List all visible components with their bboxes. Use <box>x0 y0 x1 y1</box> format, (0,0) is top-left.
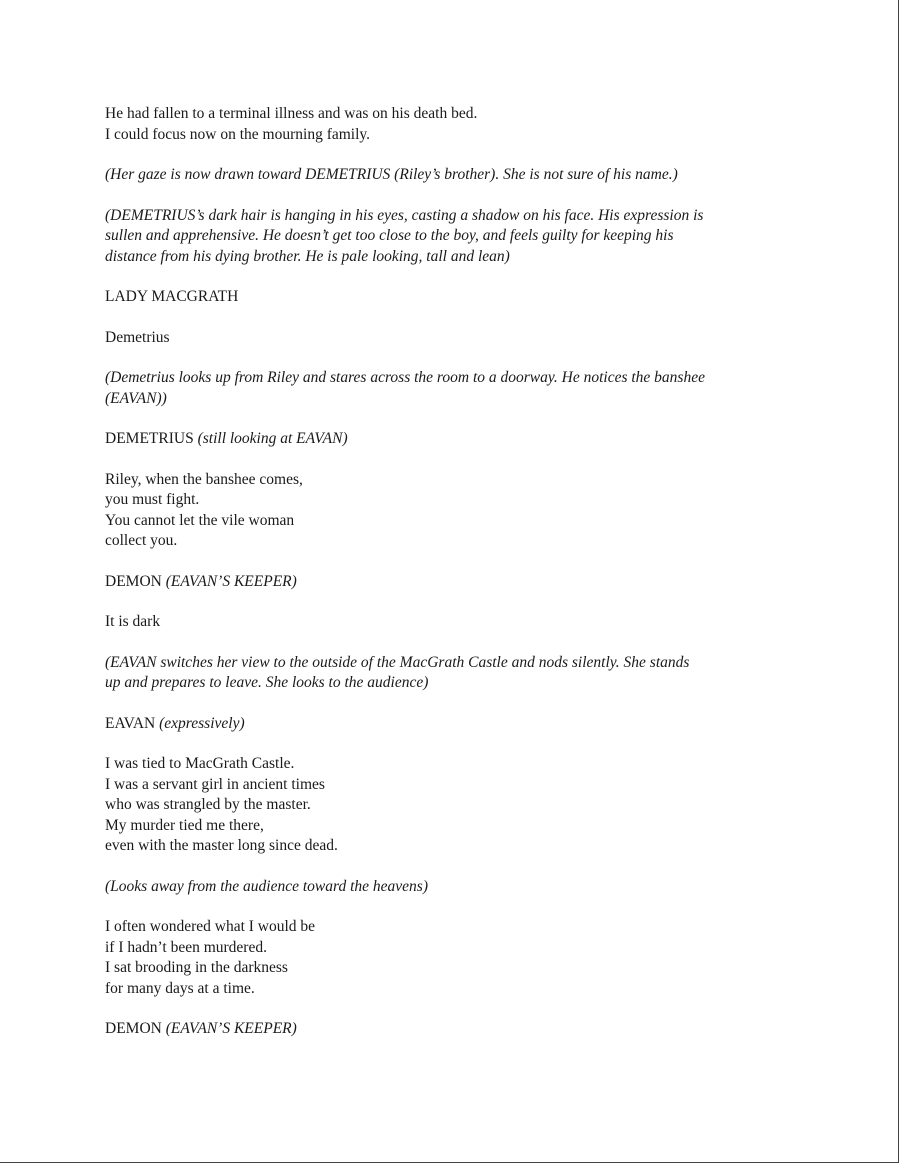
stage-direction-line: (DEMETRIUS’s dark hair is hanging in his eyes, casting a shadow on his face. His expression is <box>105 206 704 224</box>
dialogue-line: I was a servant girl in ancient times <box>105 775 325 793</box>
dialogue-line: I was tied to MacGrath Castle. <box>105 755 295 772</box>
dialogue <box>105 470 805 552</box>
character-direction: (still looking at EAVAN) <box>197 430 348 447</box>
stage-direction-line: (EAVAN switches her view to the outside of the MacGrath Castle and nods silently. She stands <box>105 653 690 671</box>
stage-direction <box>105 165 805 186</box>
dialogue-line: even with the master long since dead. <box>105 837 338 854</box>
dialogue-line: who was strangled by the master. <box>105 796 311 813</box>
dialogue <box>105 754 805 857</box>
character-name-text: LADY MACGRATH <box>105 288 239 305</box>
dialogue-line: Riley, when the banshee comes, <box>105 470 303 488</box>
character-direction: (EAVAN’S KEEPER) <box>165 1020 297 1037</box>
character-name-text: DEMETRIUS <box>105 430 194 447</box>
narration-line: I could focus now on the mourning family. <box>105 125 371 143</box>
character-name <box>105 714 805 735</box>
stage-direction <box>105 877 805 898</box>
script-content <box>105 104 805 1060</box>
dialogue-line: collect you. <box>105 532 178 549</box>
character-name-text: DEMON <box>105 1020 162 1037</box>
character-name <box>105 1019 805 1040</box>
dialogue-line: for many days at a time. <box>105 979 255 997</box>
stage-direction-line: sullen and apprehensive. He doesn’t get too close to the boy, and feels guilty for keeping his <box>105 227 674 244</box>
narration-line: He had fallen to a terminal illness and was on his death bed. <box>105 105 478 122</box>
character-name-text: EAVAN <box>105 714 156 732</box>
dialogue-line: I sat brooding in the darkness <box>105 959 288 976</box>
dialogue <box>105 328 805 349</box>
dialogue <box>105 612 805 633</box>
stage-direction-line: (Demetrius looks up from Riley and stares across the room to a doorway. He notices the banshee <box>105 369 705 386</box>
character-name <box>105 572 805 593</box>
character-name <box>105 429 805 450</box>
stage-direction <box>105 206 805 268</box>
stage-direction <box>105 368 805 409</box>
character-direction: (expressively) <box>159 714 245 732</box>
stage-direction-line: (Looks away from the audience toward the heavens) <box>105 877 428 895</box>
dialogue-line: if I hadn’t been murdered. <box>105 938 267 956</box>
stage-direction-line: (EAVAN)) <box>105 389 167 407</box>
dialogue-line: Demetrius <box>105 328 170 346</box>
dialogue <box>105 917 805 999</box>
dialogue-line: It is dark <box>105 613 161 630</box>
stage-direction <box>105 653 805 694</box>
dialogue-line: I often wondered what I would be <box>105 918 316 935</box>
stage-direction-line: (Her gaze is now drawn toward DEMETRIUS (Riley’s brother). She is not sure of his name.) <box>105 166 678 183</box>
stage-direction-line: up and prepares to leave. She looks to the audience) <box>105 674 429 691</box>
character-name <box>105 287 805 308</box>
character-name-text: DEMON <box>105 572 162 590</box>
narration-paragraph <box>105 104 805 145</box>
dialogue-line: My murder tied me there, <box>105 816 264 834</box>
stage-direction-line: distance from his dying brother. He is pale looking, tall and lean) <box>105 247 510 265</box>
dialogue-line: You cannot let the vile woman <box>105 511 295 529</box>
character-direction: (EAVAN’S KEEPER) <box>165 572 297 590</box>
dialogue-line: you must fight. <box>105 491 200 508</box>
